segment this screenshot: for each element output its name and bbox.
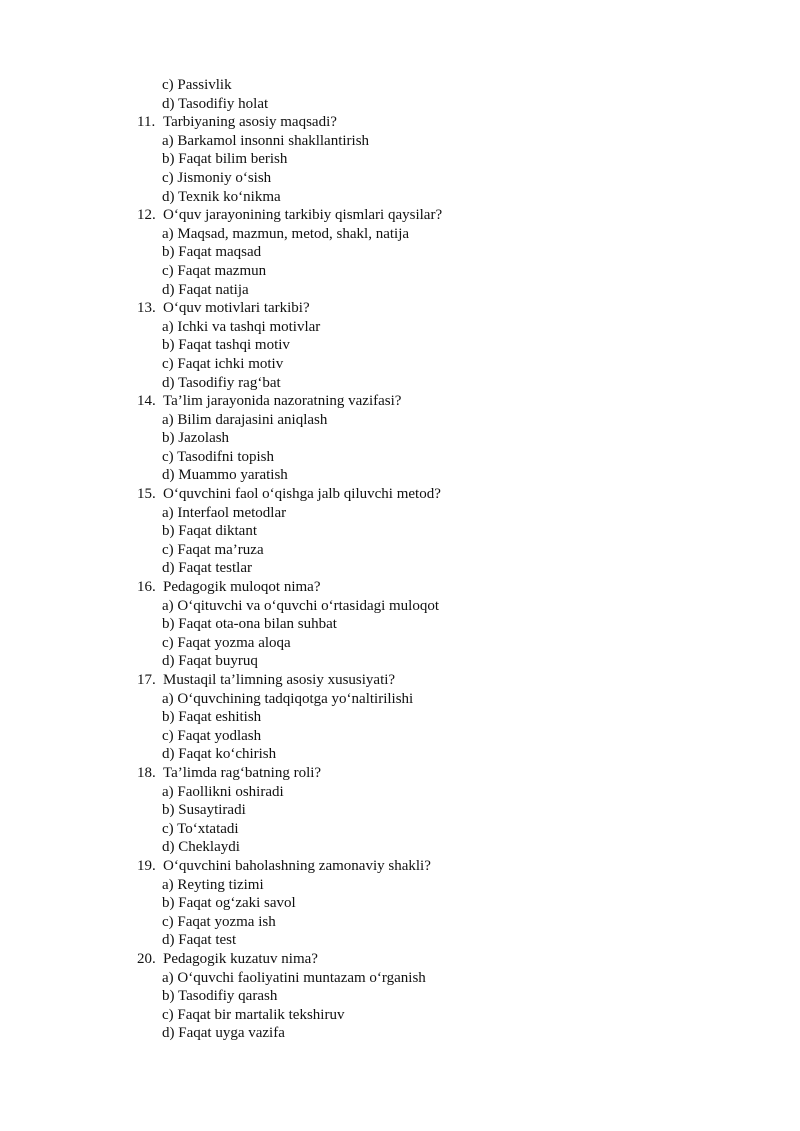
option-item: c) Faqat yozma aloqa (162, 634, 291, 651)
option-item: d) Faqat test (162, 932, 237, 949)
option-item: c) Faqat ichki motiv (162, 355, 284, 372)
option-item: a) Faollikni oshiradi (162, 783, 284, 800)
option-item: a) Bilim darajasini aniqlash (162, 411, 328, 428)
question-line (0, 113, 800, 132)
question-line (0, 764, 800, 783)
question-text: Pedagogik muloqot nima? (163, 579, 321, 596)
option-item: b) Tasodifiy qarash (162, 988, 278, 1005)
question-line (0, 392, 800, 411)
option-item: a) Interfaol metodlar (162, 504, 287, 521)
option-item: a) O‘quvchi faoliyatini muntazam o‘rganish (162, 969, 426, 986)
question-number: 15. (137, 486, 156, 503)
question-line (0, 206, 800, 225)
option-item: b) Faqat ota-ona bilan suhbat (162, 616, 337, 633)
option-item: c) Passivlik (162, 77, 232, 93)
question-text: O‘quv motivlari tarkibi? (163, 300, 310, 317)
option-item: c) Tasodifni topish (162, 448, 274, 465)
option-item: a) Barkamol insonni shakllantirish (162, 132, 370, 149)
option-item: d) Faqat uyga vazifa (162, 1025, 285, 1042)
option-item: b) Faqat tashqi motiv (162, 337, 290, 354)
option-item: d) Faqat ko‘chirish (162, 746, 277, 763)
option-item: a) Maqsad, mazmun, metod, shakl, natija (162, 225, 410, 242)
option-item: c) Faqat yodlash (162, 727, 262, 744)
option-item: d) Cheklaydi (162, 839, 240, 856)
question-line (0, 578, 800, 597)
option-item: b) Faqat bilim berish (162, 151, 288, 168)
option-item: b) Jazolash (162, 430, 230, 447)
document-page (0, 76, 800, 1043)
option-item: b) Faqat diktant (162, 523, 257, 540)
option-item: d) Faqat buyruq (162, 653, 258, 670)
option-item: d) Faqat natija (162, 281, 249, 298)
question-text: Ta’limda rag‘batning roli? (163, 764, 322, 781)
question-text: Tarbiyaning asosiy maqsadi? (163, 114, 337, 131)
option-item: c) Jismoniy o‘sish (162, 169, 272, 186)
option-item: d) Muammo yaratish (162, 467, 288, 484)
option-item: b) Faqat eshitish (162, 709, 262, 726)
question-number: 12. (137, 207, 156, 224)
option-item: d) Tasodifiy rag‘bat (162, 374, 281, 391)
question-line (0, 950, 800, 969)
question-number: 16. (137, 579, 156, 596)
question-block (0, 206, 800, 299)
question-text: O‘quvchini baholashning zamonaviy shakli? (163, 857, 431, 874)
question-block (0, 950, 800, 1043)
option-item: b) Faqat maqsad (162, 244, 262, 261)
option-item: a) O‘qituvchi va o‘quvchi o‘rtasidagi muloqot (162, 597, 440, 614)
option-item: a) Reyting tizimi (162, 876, 264, 893)
question-number: 13. (137, 300, 156, 317)
question-text: O‘quv jarayonining tarkibiy qismlari qaysilar? (163, 207, 443, 224)
question-block (0, 113, 800, 206)
question-number: 14. (137, 393, 156, 410)
question-line (0, 485, 800, 504)
question-block (0, 857, 800, 950)
question-number: 11. (137, 114, 156, 131)
question-number: 19. (137, 857, 156, 874)
question-text: O‘quvchini faol o‘qishga jalb qiluvchi metod? (163, 486, 441, 503)
question-number: 17. (137, 672, 156, 688)
question-block (0, 485, 800, 578)
question-block (0, 299, 800, 392)
option-item: a) O‘quvchining tadqiqotga yo‘naltirilishi (162, 690, 414, 707)
question-block (0, 764, 800, 857)
option-item: b) Faqat og‘zaki savol (162, 895, 296, 912)
question-list (0, 113, 800, 1043)
option-item: d) Texnik ko‘nikma (162, 188, 281, 205)
question-number: 18. (137, 764, 156, 781)
question-block (0, 671, 800, 764)
option-item: c) Faqat bir martalik tekshiruv (162, 1006, 345, 1023)
option-item: c) Faqat mazmun (162, 262, 267, 279)
option-item: d) Faqat testlar (162, 560, 252, 577)
question-block (0, 392, 800, 485)
question-line (0, 671, 800, 690)
option-item: c) Faqat yozma ish (162, 913, 276, 930)
question-text: Pedagogik kuzatuv nima? (163, 950, 318, 967)
option-item: d) Tasodifiy holat (162, 95, 269, 112)
option-item: a) Ichki va tashqi motivlar (162, 318, 321, 335)
question-number: 20. (137, 950, 156, 967)
question-line (0, 299, 800, 318)
question-text: Ta’lim jarayonida nazoratning vazifasi? (163, 393, 402, 410)
question-block (0, 578, 800, 671)
question-text: Mustaqil ta’limning asosiy xususiyati? (163, 672, 396, 688)
option-item: c) To‘xtatadi (162, 820, 239, 837)
option-item: b) Susaytiradi (162, 802, 246, 819)
question-line (0, 857, 800, 876)
option-item: c) Faqat ma’ruza (162, 541, 264, 558)
